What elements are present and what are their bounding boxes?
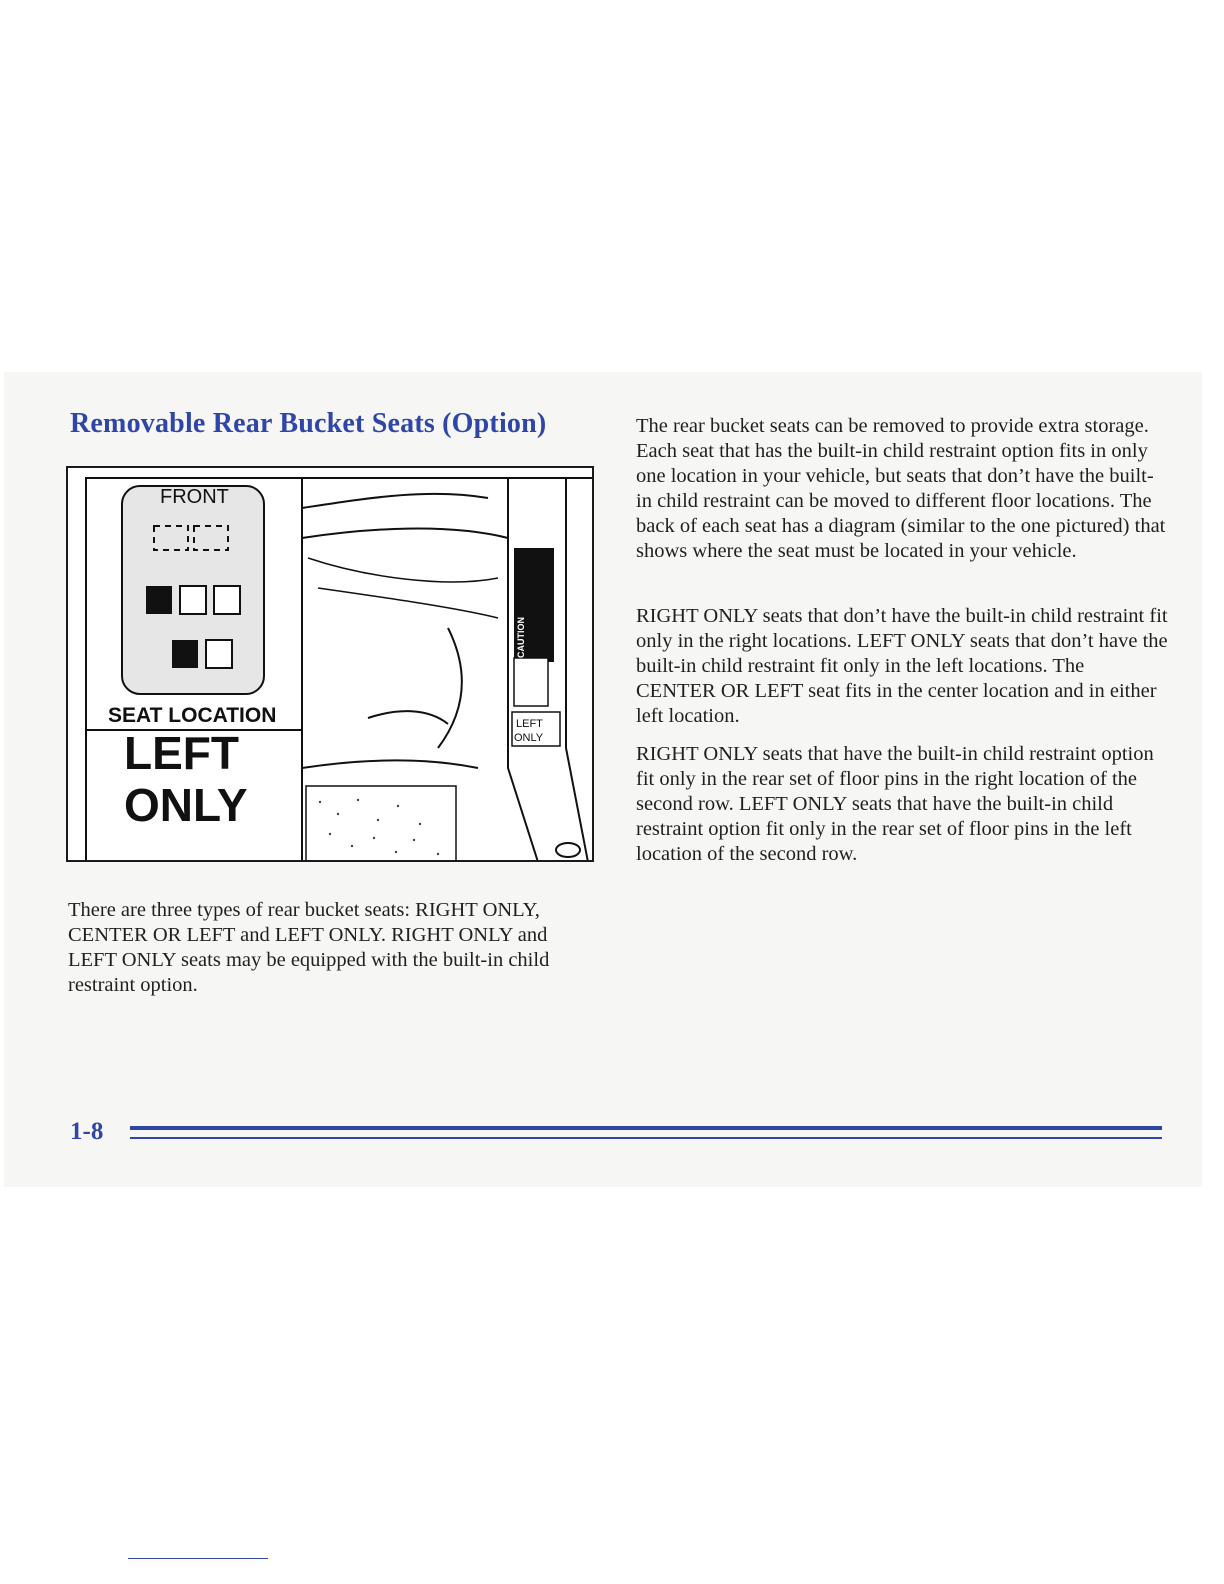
caution-text: CAUTION (516, 617, 526, 658)
left-column-paragraph: There are three types of rear bucket seats: RIGHT ONLY, CENTER OR LEFT and LEFT ONLY. RIGHT ONLY and LEFT ONLY seats may be equipped with the built-in child restraint option. (68, 899, 550, 996)
tag-left-label: LEFT (516, 718, 543, 730)
left-label: LEFT (124, 727, 239, 779)
page-number: 1-8 (70, 1118, 104, 1145)
front-label: FRONT (160, 486, 229, 508)
tag-only-label: ONLY (514, 732, 544, 744)
only-label: ONLY (124, 779, 248, 831)
mini-seat-diagram (514, 658, 548, 706)
bottom-underline (128, 1558, 268, 1559)
seat-location-figure (66, 466, 594, 862)
right-paragraph-3: RIGHT ONLY seats that have the built-in child restraint option fit only in the rear set of floor pins in the right location of the second row. LEFT ONLY seats that have the built-in child restraint option fit only in the rear set of floor pins in the left location of the second row. (636, 743, 1154, 865)
right-paragraph-1: The rear bucket seats can be removed to provide extra storage. Each seat that has the built-in child restraint option fits in only one location in your vehicle, but seats that don’t have the built-in child restraint can be moved to different floor locations. The back of each seat has a diagram (similar to the one pictured) that shows where the seat must be located in your vehicle. (636, 415, 1166, 562)
right-paragraph-2: RIGHT ONLY seats that don’t have the built-in child restraint fit only in the right locations. LEFT ONLY seats that don’t have the built-in child restraint fit only in the left locations. The CENTER OR LEFT seat fits in the center location and in either left location. (636, 605, 1168, 727)
footer-rule (130, 1126, 1162, 1130)
seat-filled-row3 (172, 640, 198, 668)
footer-rule-thin (130, 1137, 1162, 1139)
section-title: Removable Rear Bucket Seats (Option) (70, 408, 547, 439)
seat-location-label: SEAT LOCATION (108, 704, 277, 727)
seat-filled-row2 (146, 586, 172, 614)
